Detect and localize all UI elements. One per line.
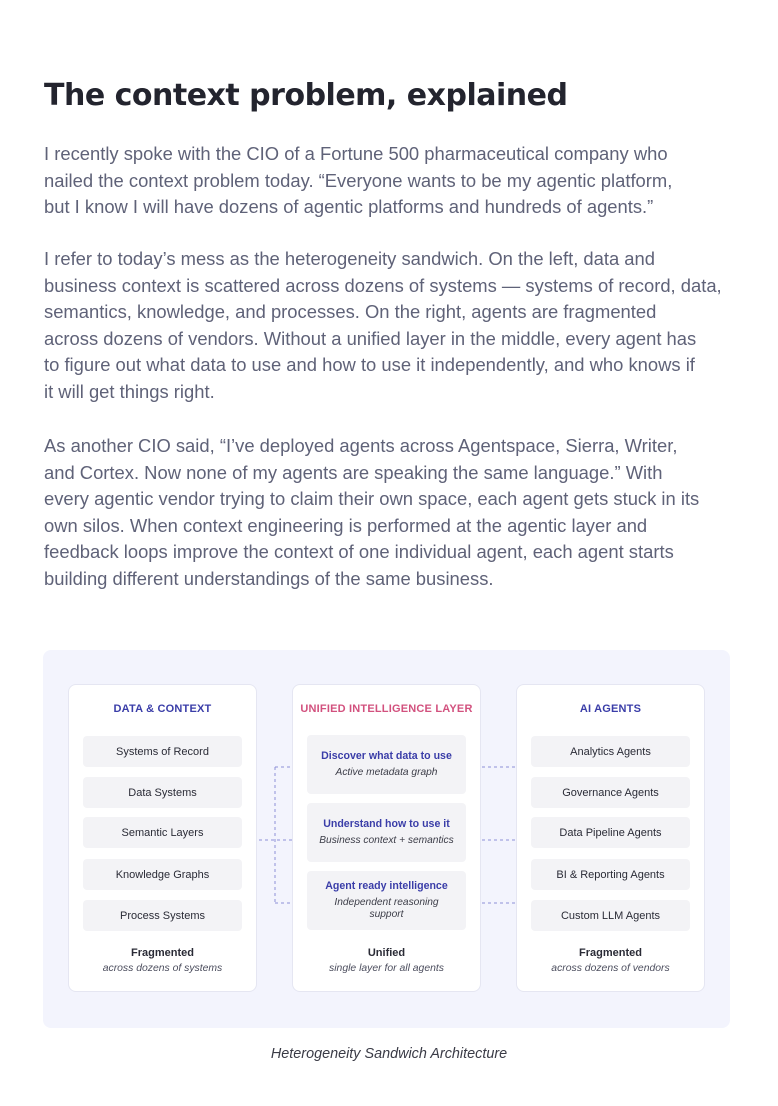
paragraph-cio-quote	[44, 141, 744, 221]
paragraph-line: across dozens of vendors. Without a unified layer in the middle, every agent has	[44, 327, 697, 349]
paragraph-another-cio	[44, 433, 744, 593]
ai-agents-title: AI AGENTS	[579, 703, 642, 715]
diagram-caption: Heterogeneity Sandwich Architecture	[270, 1046, 508, 1062]
understand-usage-item	[307, 803, 466, 862]
paragraph-line: every agentic vendor trying to claim their own space, each agent gets stuck in its	[44, 488, 700, 510]
semantic-layers-item: Semantic Layers	[83, 817, 242, 848]
ai-agents-footer	[517, 947, 704, 974]
architecture-diagram	[43, 650, 730, 1028]
footer-subtitle: across dozens of vendors	[551, 963, 670, 974]
footer-title: Fragmented	[131, 947, 194, 959]
custom-llm-agents-item: Custom LLM Agents	[531, 900, 690, 931]
item-subtitle: Business context + semantics	[319, 835, 454, 846]
item-subtitle: Active metadata graph	[335, 767, 438, 778]
process-systems-item: Process Systems	[83, 900, 242, 931]
data-systems-item: Data Systems	[83, 777, 242, 808]
governance-agents-item: Governance Agents	[531, 777, 690, 808]
data-pipeline-agents-item: Data Pipeline Agents	[531, 817, 690, 848]
item-heading: Agent ready intelligence	[325, 880, 448, 892]
paragraph-line: nailed the context problem today. “Everyone wants to be my agentic platform,	[44, 169, 673, 191]
item-subtitle: Independent reasoning support	[334, 897, 439, 920]
article-title: The context problem, explained	[44, 78, 568, 113]
paragraph-line: but I know I will have dozens of agentic platforms and hundreds of agents.”	[44, 196, 654, 218]
unified-layer-card	[292, 684, 481, 992]
analytics-agents-item: Analytics Agents	[531, 736, 690, 767]
footer-subtitle: across dozens of systems	[102, 963, 223, 974]
footer-title: Fragmented	[579, 947, 642, 959]
item-heading: Understand how to use it	[323, 818, 450, 830]
bi-reporting-agents-item: BI & Reporting Agents	[531, 859, 690, 890]
paragraph-line: As another CIO said, “I’ve deployed agents across Agentspace, Sierra, Writer,	[44, 435, 678, 456]
paragraph-line: semantics, knowledge, and processes. On the right, agents are fragmented	[44, 301, 657, 323]
paragraph-line: feedback loops improve the context of one individual agent, each agent starts	[44, 541, 674, 563]
data-context-card	[68, 684, 257, 992]
item-heading: Discover what data to use	[321, 750, 452, 762]
knowledge-graphs-item: Knowledge Graphs	[83, 859, 242, 890]
paragraph-line: and Cortex. Now none of my agents are speaking the same language.” With	[44, 461, 663, 483]
paragraph-line: own silos. When context engineering is performed at the agentic layer and	[44, 514, 648, 536]
data-context-title: DATA & CONTEXT	[113, 703, 212, 715]
data-context-footer	[69, 947, 256, 974]
paragraph-line: I recently spoke with the CIO of a Fortune 500 pharmaceutical company who	[44, 143, 668, 164]
paragraph-line: to figure out what data to use and how to use it independently, and who knows if	[44, 354, 695, 376]
ai-agents-card	[516, 684, 705, 992]
systems-of-record-item: Systems of Record	[83, 736, 242, 767]
paragraph-line: it will get things right.	[44, 380, 215, 402]
footer-subtitle: single layer for all agents	[329, 963, 444, 974]
paragraph-line: I refer to today’s mess as the heterogeneity sandwich. On the left, data and	[44, 248, 655, 269]
unified-layer-footer	[293, 947, 480, 974]
discover-data-item	[307, 735, 466, 794]
paragraph-heterogeneity-sandwich	[44, 246, 744, 406]
unified-layer-title: UNIFIED INTELLIGENCE LAYER	[300, 703, 473, 715]
paragraph-line: business context is scattered across dozens of systems — systems of record, data,	[44, 274, 722, 296]
paragraph-line: building different understandings of the same business.	[44, 567, 494, 589]
footer-title: Unified	[367, 947, 406, 959]
agent-ready-item	[307, 871, 466, 930]
